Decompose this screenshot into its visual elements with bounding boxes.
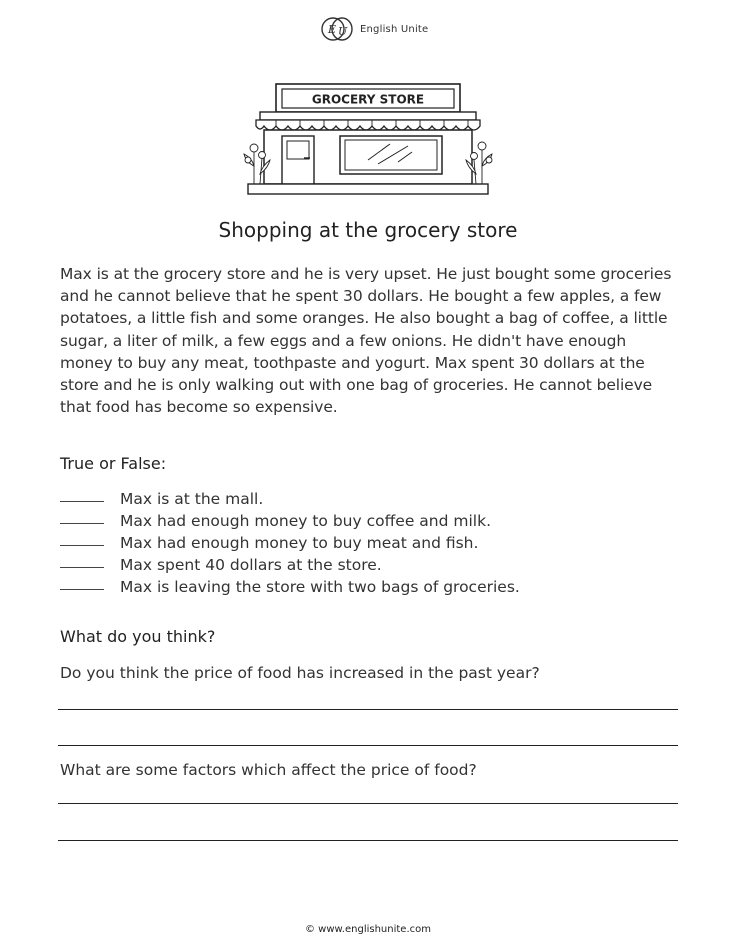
answer-blank[interactable]	[60, 507, 104, 524]
store-sign-text: GROCERY STORE	[311, 92, 425, 107]
story-paragraph: Max is at the grocery store and he is very upset. He just bought some groceries and he cannot believe that he spent 30 dollars. He bought a few apples, a few potatoes, a little fish and some oranges. He also bought a bag of coffee, a little sugar, a liter of milk, a few eggs and a few onions. He didn't have enough money to buy any meat, toothpaste and yogurt. Max spent 30 dollars at the store and he is only walking out with one bag of groceries. He cannot believe that food has become so expensive.	[60, 265, 672, 417]
statement-text: Max is at the mall.	[120, 490, 264, 508]
english-unite-logo	[320, 14, 428, 44]
list-item	[60, 509, 520, 531]
answer-blank[interactable]	[60, 485, 104, 502]
footer-copyright: © www.englishunite.com	[305, 924, 431, 935]
true-false-list	[60, 487, 520, 597]
statement-text: Max had enough money to buy coffee and milk.	[120, 512, 491, 530]
answer-blank[interactable]	[60, 573, 104, 590]
list-item	[60, 575, 520, 597]
list-item	[60, 553, 520, 575]
discussion-question-2: What are some factors which affect the price of food?	[60, 761, 477, 779]
grocery-store-illustration	[238, 80, 498, 200]
answer-line[interactable]	[58, 745, 678, 746]
answer-blank[interactable]	[60, 551, 104, 568]
english-unite-logo-icon	[320, 14, 354, 44]
list-item	[60, 531, 520, 553]
statement-text: Max is leaving the store with two bags of groceries.	[120, 578, 520, 596]
svg-text:U: U	[338, 25, 348, 38]
answer-line[interactable]	[58, 709, 678, 710]
discussion-heading: What do you think?	[60, 627, 216, 646]
answer-blank[interactable]	[60, 529, 104, 546]
worksheet-title: Shopping at the grocery store	[218, 218, 518, 242]
statement-text: Max spent 40 dollars at the store.	[120, 556, 382, 574]
svg-text:E: E	[328, 23, 337, 36]
answer-line[interactable]	[58, 803, 678, 804]
discussion-question-1: Do you think the price of food has increased in the past year?	[60, 664, 540, 682]
answer-line[interactable]	[58, 840, 678, 841]
true-false-heading: True or False:	[60, 454, 167, 473]
list-item	[60, 487, 520, 509]
statement-text: Max had enough money to buy meat and fish.	[120, 534, 479, 552]
logo-text: English Unite	[360, 23, 429, 35]
